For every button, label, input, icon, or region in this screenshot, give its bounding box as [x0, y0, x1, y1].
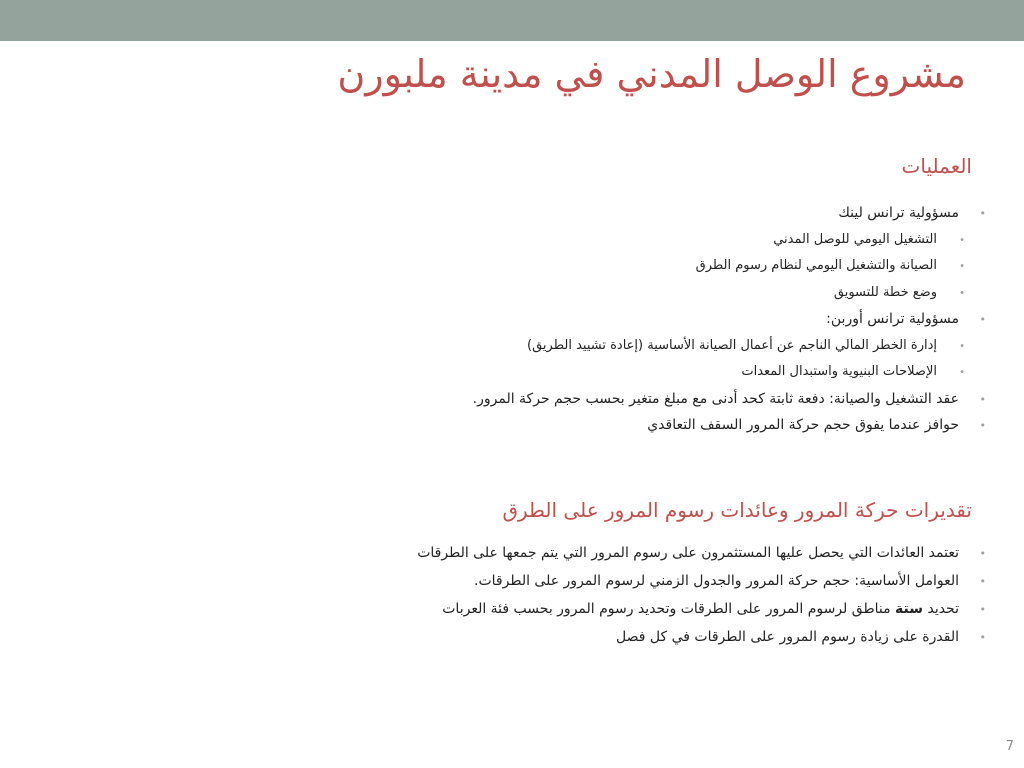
bullet-quarterly-increase: • القدرة على زيادة رسوم المرور على الطرقات في كل فصل	[417, 626, 972, 654]
bullet-six-toll-zones	[417, 598, 972, 626]
top-banner-bar	[0, 0, 1024, 41]
operations-bullet-list	[473, 202, 972, 441]
toll-zones-post-text: مناطق لرسوم المرور على الطرقات وتحديد رسوم المرور بحسب فئة العربات	[442, 601, 896, 617]
bullet-translink-responsibility: • مسؤولية ترانس لينك	[473, 202, 972, 229]
bullet-key-factors: • العوامل الأساسية: حجم حركة المرور والجدول الزمني لرسوم المرور على الطرقات.	[417, 570, 972, 598]
bullet-incentives: • حوافز عندما يفوق حجم حركة المرور السقف التعاقدي	[473, 414, 972, 441]
sub-bullet-structural-repairs: • الإصلاحات البنيوية واستبدال المعدات	[473, 361, 972, 388]
sub-bullet-marketing-plan: • وضع خطة للتسويق	[473, 282, 972, 309]
page-number: 7	[1005, 739, 1014, 754]
sub-bullet-daily-operation: • التشغيل اليومي للوصل المدني	[473, 229, 972, 256]
bullet-om-contract: • عقد التشغيل والصيانة: دفعة ثابتة كحد أدنى مع مبلغ متغير بحسب حجم حركة المرور.	[473, 388, 972, 415]
sub-bullet-financial-risk: • إدارة الخطر المالي الناجم عن أعمال الصيانة الأساسية (إعادة تشييد الطريق)	[473, 335, 972, 362]
traffic-bullet-list	[417, 542, 972, 654]
traffic-revenue-heading: تقديرات حركة المرور وعائدات رسوم المرور على الطرق	[502, 498, 972, 522]
toll-zones-pre-text: تحديد	[923, 601, 959, 617]
toll-zones-count: ستة	[895, 601, 924, 617]
slide-title: مشروع الوصل المدني في مدينة ملبورن	[337, 52, 966, 96]
bullet-transurban-responsibility: • مسؤولية ترانس أوربن:	[473, 308, 972, 335]
operations-heading: العمليات	[901, 154, 972, 178]
sub-bullet-toll-system-maintenance: • الصيانة والتشغيل اليومي لنظام رسوم الطرق	[473, 255, 972, 282]
bullet-revenue-dependence: • تعتمد العائدات التي يحصل عليها المستثمرون على رسوم المرور التي يتم جمعها على الطرقات	[417, 542, 972, 570]
